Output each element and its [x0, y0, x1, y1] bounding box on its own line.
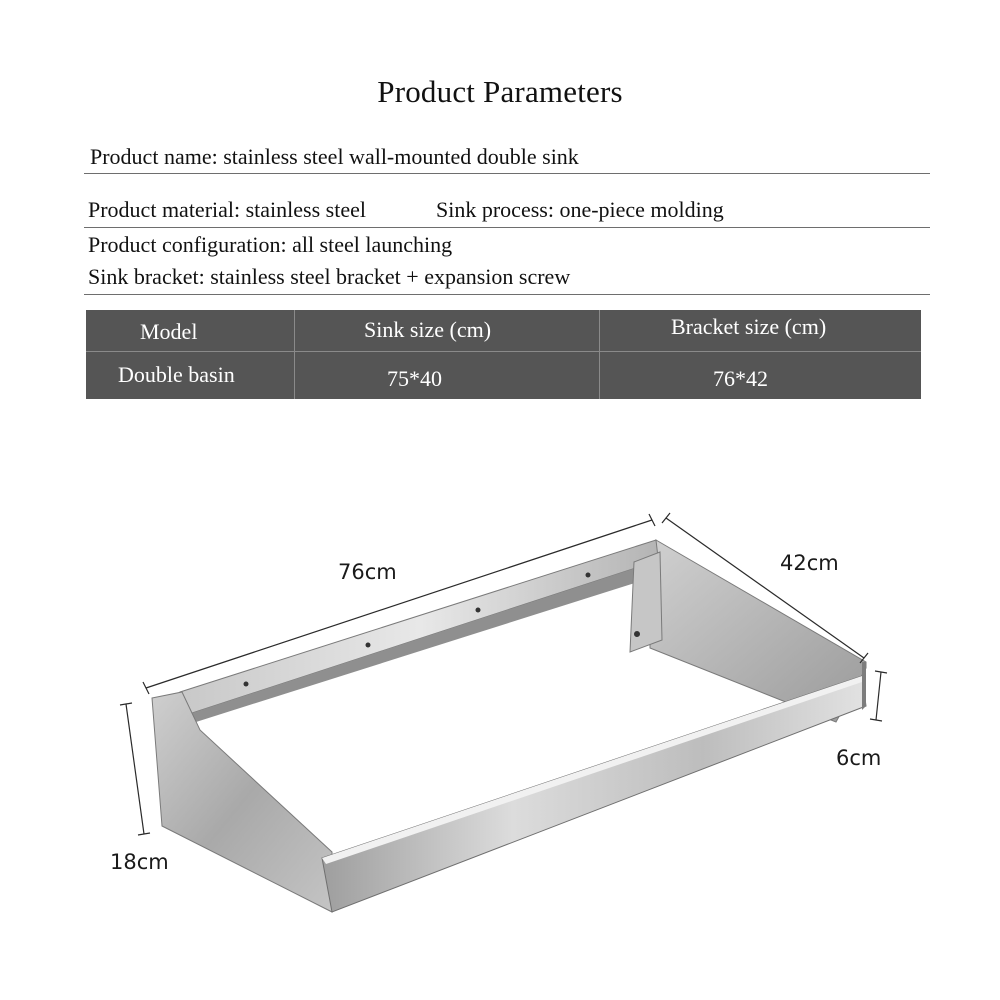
table-cell-sink-size: 75*40 — [387, 366, 442, 391]
dimension-front-height: 6cm — [836, 746, 882, 770]
product-configuration: Product configuration: all steel launching — [88, 232, 453, 257]
front-rail — [322, 676, 866, 912]
product-name: Product name: stainless steel wall-mounted double sink — [90, 144, 579, 169]
table-header-sink-size: Sink size (cm) — [364, 317, 492, 342]
dimension-depth: 42cm — [780, 551, 839, 575]
left-side-plate — [152, 692, 332, 912]
right-end-cap — [862, 662, 866, 710]
table-header-bracket-size: Bracket size (cm) — [671, 314, 827, 339]
sink-bracket: Sink bracket: stainless steel bracket + expansion screw — [88, 264, 571, 289]
sink-process: Sink process: one-piece molding — [436, 197, 724, 222]
table-cell-model: Double basin — [118, 362, 235, 387]
dimension-length: 76cm — [338, 560, 397, 584]
back-rail — [180, 540, 660, 722]
page-title: Product Parameters — [377, 74, 623, 109]
product-material: Product material: stainless steel — [88, 197, 366, 222]
dimension-back-height: 18cm — [110, 850, 169, 874]
table-cell-bracket-size: 76*42 — [713, 366, 768, 391]
table-header-model: Model — [140, 319, 198, 344]
